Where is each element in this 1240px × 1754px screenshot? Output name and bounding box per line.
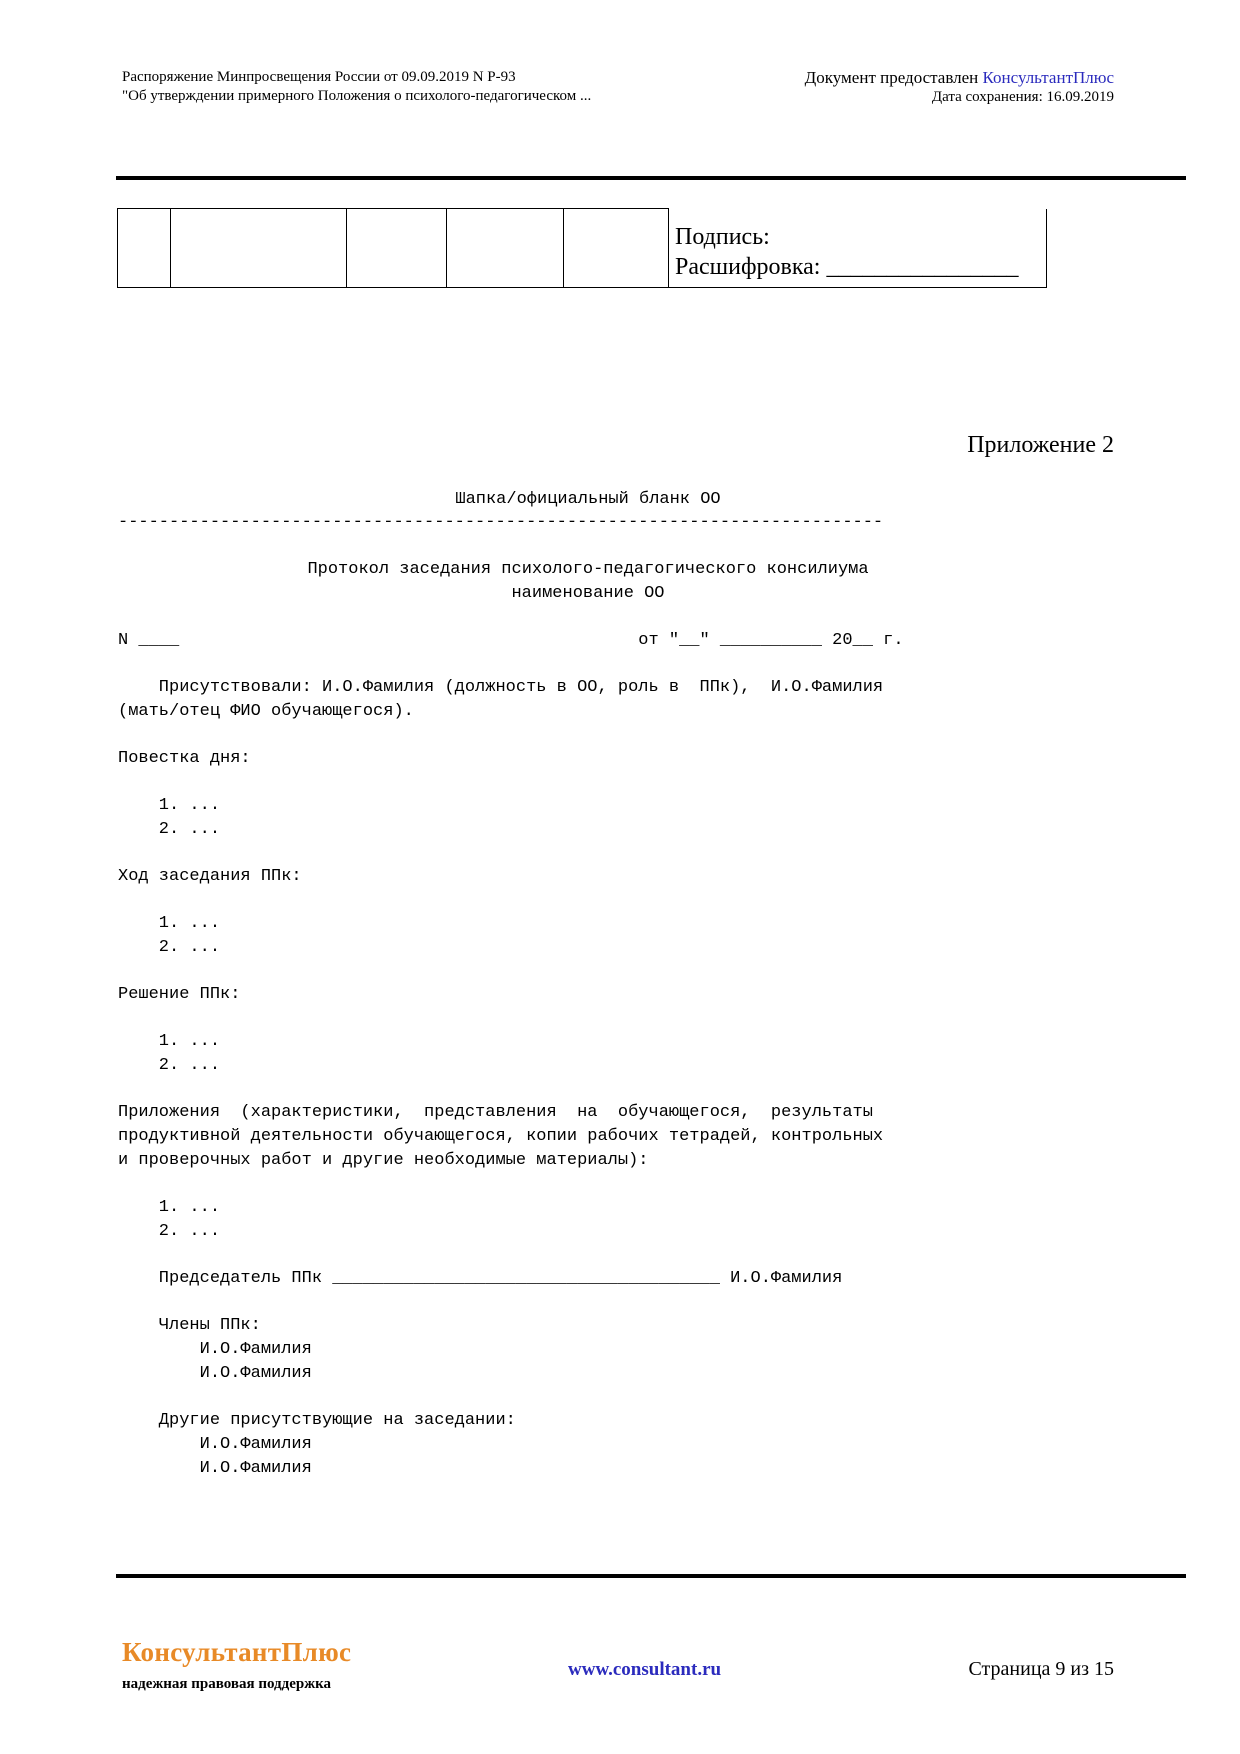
footer-tagline: надежная правовая поддержка: [122, 1676, 332, 1692]
chair-line: Председатель ППк ______________________________________ И.О.Фамилия: [118, 1269, 843, 1288]
list-item: 2. ...: [118, 1222, 221, 1241]
signature-table: [117, 208, 1047, 288]
header-divider: [116, 176, 1186, 180]
org-name: наименование ОО: [511, 584, 665, 603]
table-cell: [564, 209, 669, 288]
attachments-line-2: продуктивной деятельности обучающегося, копии рабочих тетрадей, контрольных: [118, 1127, 884, 1146]
footer-divider: [116, 1574, 1186, 1578]
members-heading: Члены ППк:: [118, 1316, 261, 1335]
list-item: И.О.Фамилия: [118, 1435, 312, 1454]
list-item: 2. ...: [118, 1056, 221, 1075]
table-cell: [447, 209, 564, 288]
footer-brand-logo: КонсультантПлюс: [122, 1637, 352, 1667]
list-item: И.О.Фамилия: [118, 1459, 312, 1478]
signature-label: Подпись:: [675, 223, 770, 250]
letterhead-placeholder: Шапка/официальный бланк ОО: [455, 490, 721, 509]
protocol-title: Протокол заседания психолого-педагогического консилиума: [307, 560, 869, 579]
footer-url-link[interactable]: www.consultant.ru: [568, 1659, 722, 1680]
number-date-line: N ____ от "__" __________ 20__ г.: [118, 631, 904, 650]
present-line-2: (мать/отец ФИО обучающегося).: [118, 702, 414, 721]
table-cell: [118, 209, 171, 288]
document-title-line-2: "Об утверждении примерного Положения о психолого-педагогическом ...: [122, 88, 592, 104]
list-item: 2. ...: [118, 938, 221, 957]
course-heading: Ход заседания ППк:: [118, 867, 302, 886]
present-line-1: Присутствовали: И.О.Фамилия (должность в ОО, роль в ППк), И.О.Фамилия: [118, 678, 884, 697]
document-provider: [805, 67, 1114, 107]
page-number: Страница 9 из 15: [968, 1658, 1114, 1680]
table-cell: [171, 209, 347, 288]
appendix-label: Приложение 2: [967, 432, 1114, 458]
dashed-divider: ---------------------------------------------------------------------------: [118, 513, 884, 532]
list-item: И.О.Фамилия: [118, 1364, 312, 1383]
list-item: 1. ...: [118, 1032, 221, 1051]
table-cell: [347, 209, 447, 288]
document-title: [122, 68, 591, 106]
attachments-line-1: Приложения (характеристики, представления на обучающегося, результаты: [118, 1103, 873, 1122]
document-title-line-1: Распоряжение Минпросвещения России от 09.09.2019 N Р-93: [122, 69, 516, 85]
others-heading: Другие присутствующие на заседании:: [118, 1411, 516, 1430]
list-item: И.О.Фамилия: [118, 1340, 312, 1359]
signature-cell: [669, 209, 1047, 288]
list-item: 2. ...: [118, 820, 221, 839]
provided-by-label: Документ предоставлен: [804, 68, 983, 87]
list-item: 1. ...: [118, 796, 221, 815]
save-date: Дата сохранения: 16.09.2019: [931, 89, 1114, 105]
decoding-label: Расшифровка: ________________: [675, 253, 1019, 280]
attachments-line-3: и проверочных работ и другие необходимые материалы):: [118, 1151, 649, 1170]
list-item: 1. ...: [118, 1198, 221, 1217]
provider-brand-link[interactable]: КонсультантПлюс: [982, 68, 1114, 87]
agenda-heading: Повестка дня:: [118, 749, 251, 768]
list-item: 1. ...: [118, 914, 221, 933]
decision-heading: Решение ППк:: [118, 985, 241, 1004]
